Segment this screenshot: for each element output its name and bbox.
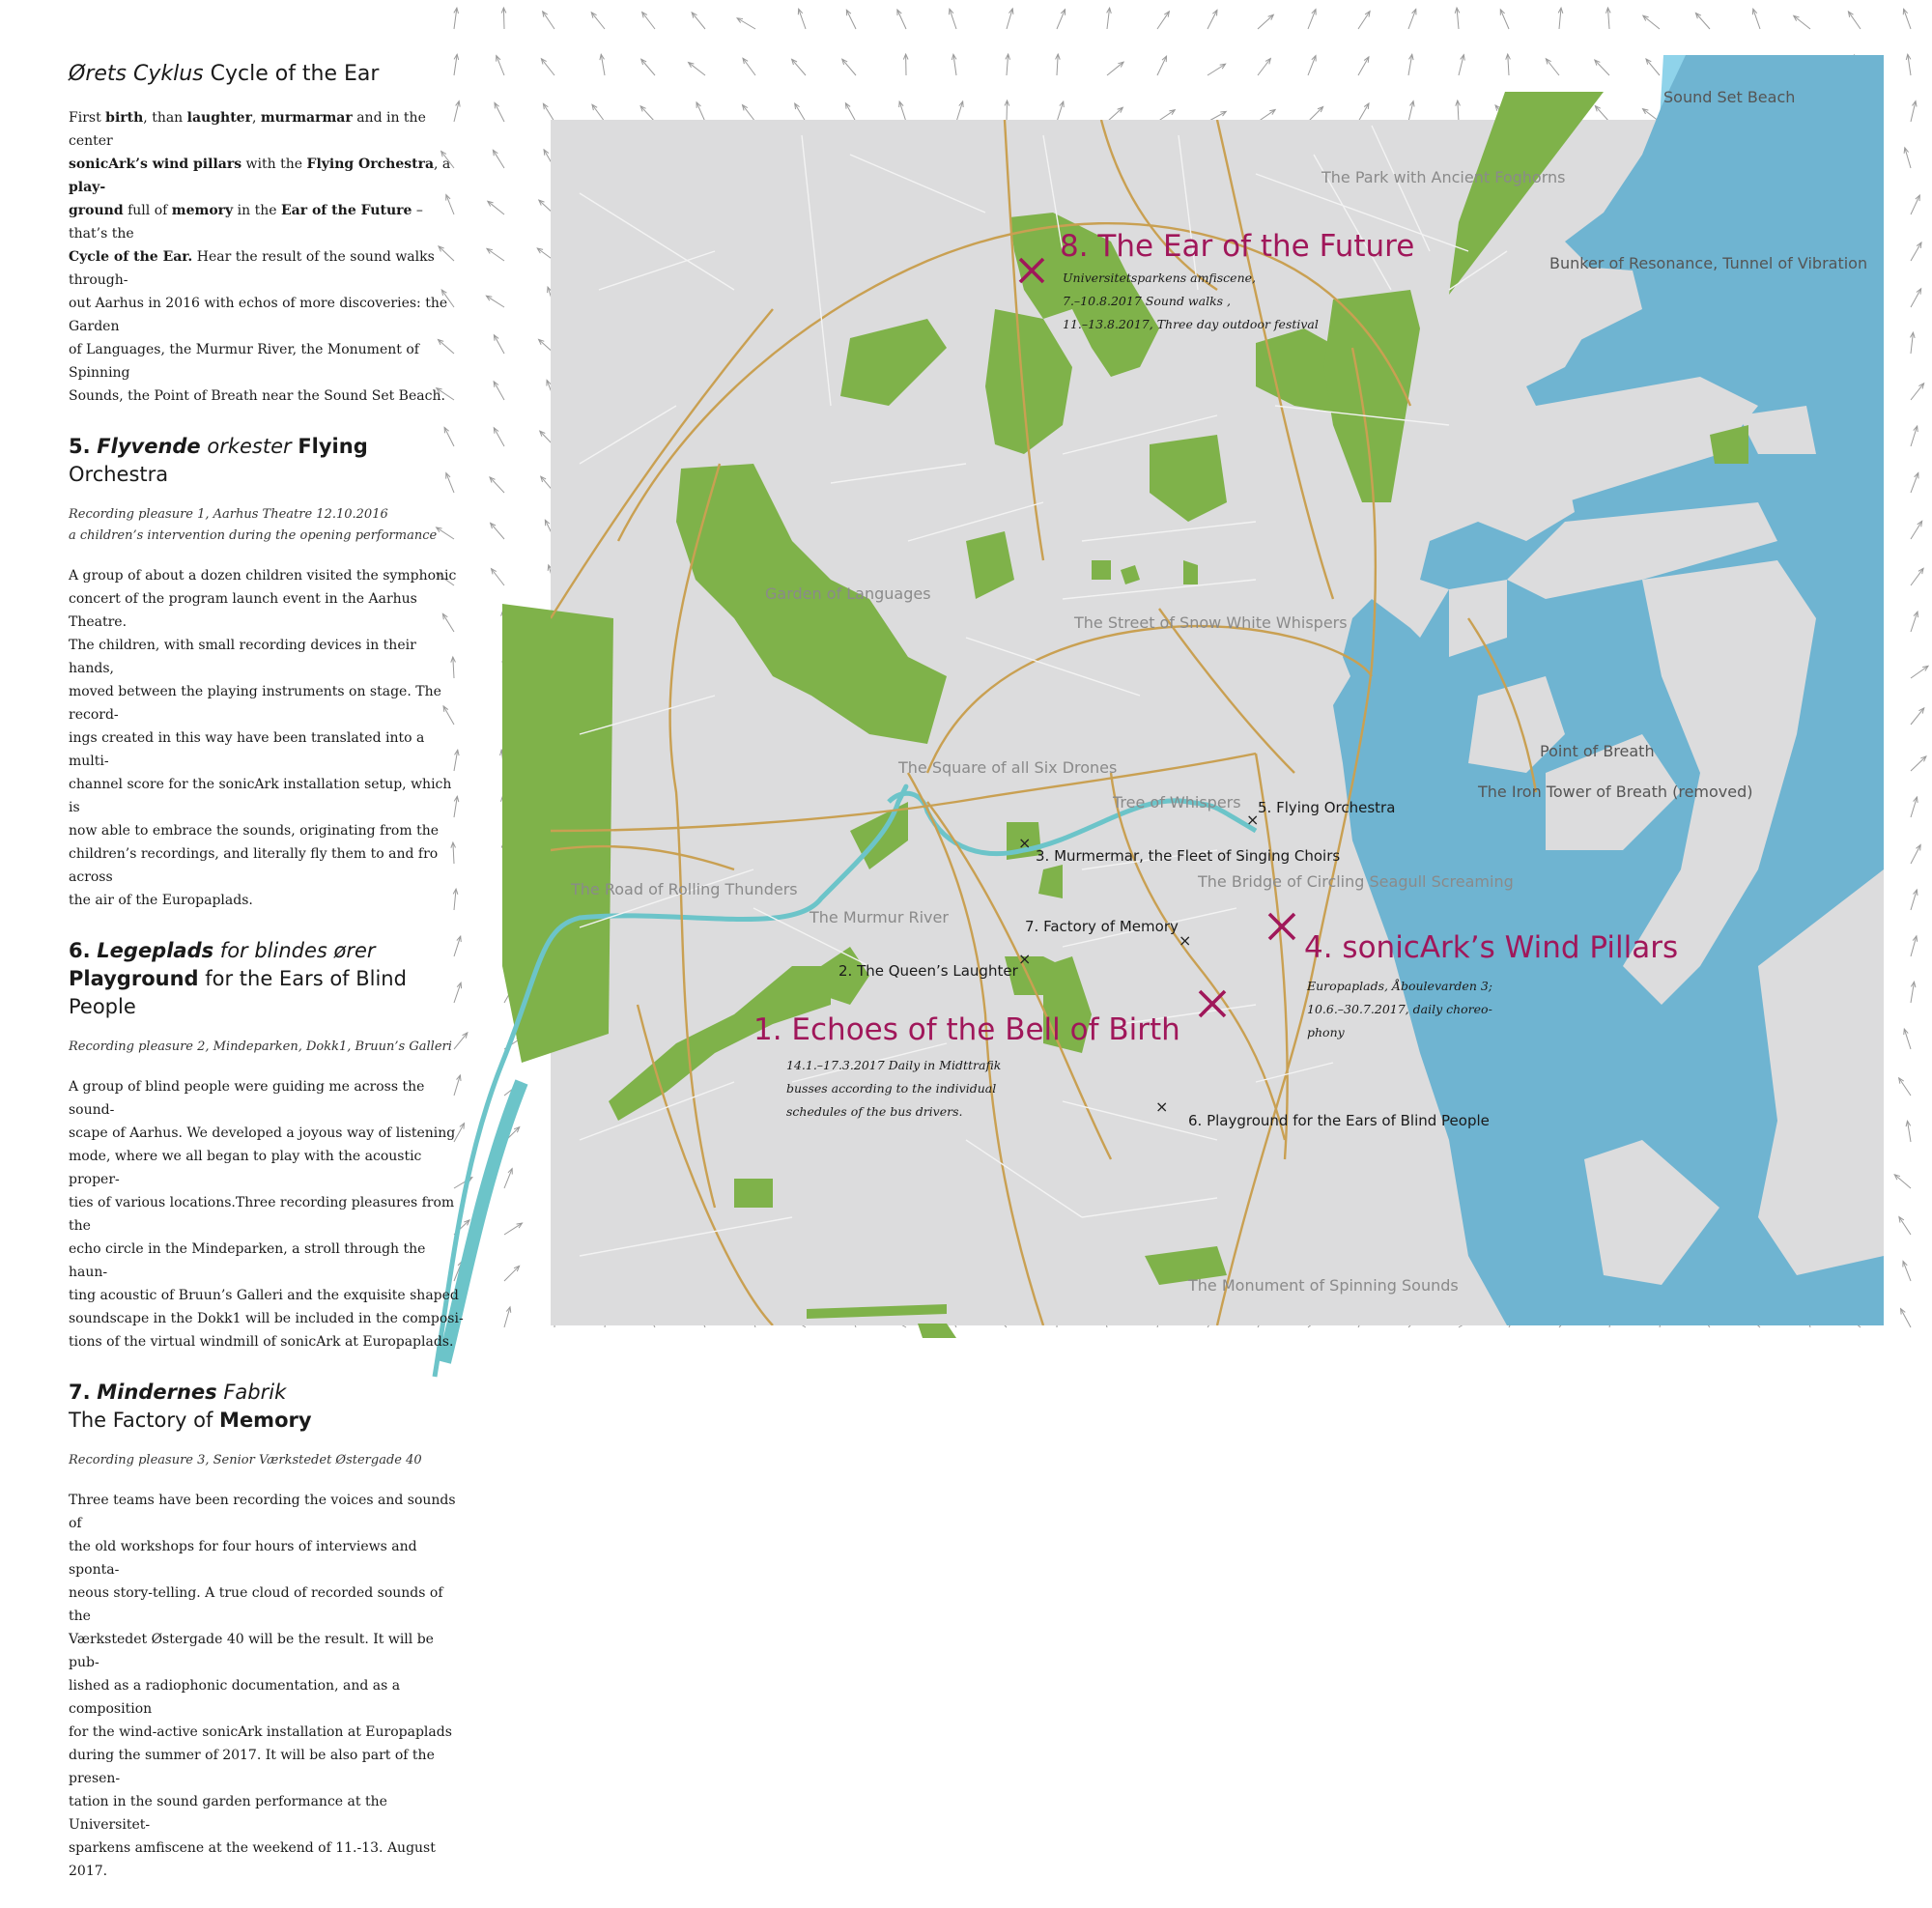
title-italic: Fabrik: [217, 1381, 287, 1404]
text-run: and in the center: [69, 110, 426, 149]
highlight-note-2: 7.–10.8.2017 Sound walks ,: [1063, 294, 1231, 308]
section-title: [69, 1379, 465, 1435]
marker-x-icon: ×: [1155, 1097, 1168, 1116]
highlight-note-2: 10.6.–30.7.2017, daily choreo-: [1307, 1002, 1492, 1016]
highlight-note-3: phony: [1307, 1025, 1346, 1039]
body-line: now able to embrace the sounds, originating from the: [69, 819, 465, 842]
label-park-foghorns: The Park with Ancient Foghorns: [1321, 168, 1566, 186]
highlight-title: 1. Echoes of the Bell of Birth: [753, 1012, 1180, 1047]
highlight-note-1: 14.1.–17.3.2017 Daily in Midttrafik: [786, 1058, 1001, 1072]
label-point-breath: Point of Breath: [1540, 742, 1655, 760]
title-rest: for the Ears of Blind People: [69, 967, 407, 1018]
body-line: concert of the program launch event in the Aarhus Theatre.: [69, 587, 465, 634]
body-line: ting acoustic of Bruun’s Galleri and the exquisite shaped: [69, 1284, 465, 1307]
body-line: [69, 292, 465, 338]
text-run: Sounds, the Point of Breath near the Sound Set Beach.: [69, 388, 445, 404]
title-bold: Playground: [69, 967, 199, 990]
title-number: 7.: [69, 1381, 91, 1404]
body-line: during the summer of 2017. It will be also part of the presen-: [69, 1744, 465, 1790]
text-run: in the: [233, 203, 281, 218]
bold-term: play-: [69, 180, 105, 195]
body-line: echo circle in the Mindeparken, a stroll through the haun-: [69, 1238, 465, 1284]
point-label: 3. Murmermar, the Fleet of Singing Choirs: [1036, 847, 1340, 865]
body-line: the old workshops for four hours of interviews and sponta-: [69, 1535, 465, 1581]
body-line: scape of Aarhus. We developed a joyous way of listening: [69, 1122, 465, 1145]
title-italic: for blindes ører: [213, 939, 375, 962]
title-bold: Memory: [219, 1409, 312, 1432]
bold-term: sonicArk’s wind pillars: [69, 157, 242, 172]
label-sound-set-beach: Sound Set Beach: [1663, 88, 1795, 106]
title-rest: Orchestra: [69, 463, 168, 486]
section-title: [69, 433, 465, 489]
body-line: [69, 199, 465, 245]
body-line: channel score for the sonicArk installation setup, which is: [69, 773, 465, 819]
title-rest: Cycle of the Ear: [204, 62, 380, 86]
marker-x-icon: ×: [1179, 931, 1191, 950]
highlight-title: 8. The Ear of the Future: [1060, 229, 1414, 264]
label-street-snow: The Street of Snow White Whispers: [1073, 613, 1348, 632]
body-line: [69, 384, 465, 408]
body-line: [69, 338, 465, 384]
section-factory-memory: [69, 1379, 465, 1883]
body-line: neous story-telling. A true cloud of recorded sounds of the: [69, 1581, 465, 1628]
highlight-title: 4. sonicArk’s Wind Pillars: [1304, 930, 1678, 965]
highlight-note-1: Universitetsparkens amfiscene,: [1063, 271, 1256, 285]
text-run: out Aarhus in 2016 with echos of more discoveries: the Garden: [69, 296, 447, 334]
body-line: children’s recordings, and literally fly them to and fro across: [69, 842, 465, 889]
title-number: 6.: [69, 939, 91, 962]
body-line: moved between the playing instruments on stage. The record-: [69, 680, 465, 726]
title-italic-bold: Flyvende: [97, 435, 200, 458]
text-run: First: [69, 110, 105, 126]
body-line: tions of the virtual windmill of sonicArk at Europaplads.: [69, 1330, 465, 1353]
text-run: of Languages, the Murmur River, the Monument of Spinning: [69, 342, 419, 381]
text-run: , a: [434, 157, 450, 172]
point-label: 2. The Queen’s Laughter: [838, 962, 1019, 980]
marker-x-icon: ×: [1246, 811, 1259, 829]
label-road-thunders: The Road of Rolling Thunders: [570, 880, 798, 898]
body-line: Three teams have been recording the voices and sounds of: [69, 1489, 465, 1535]
label-bunker: Bunker of Resonance, Tunnel of Vibration: [1549, 254, 1867, 272]
body-line: mode, where we all began to play with the acoustic proper-: [69, 1145, 465, 1191]
point-label: 6. Playground for the Ears of Blind People: [1188, 1112, 1490, 1129]
section-flying-orchestra: [69, 433, 465, 912]
body-line: A group of blind people were guiding me across the sound-: [69, 1075, 465, 1122]
text-run: with the: [242, 157, 306, 172]
label-iron-tower: The Iron Tower of Breath (removed): [1477, 783, 1753, 801]
section-title: [69, 937, 465, 1021]
title-bold: Flying: [298, 435, 367, 458]
bold-term: murmarmar: [261, 110, 353, 126]
body-line: A group of about a dozen children visited the symphonic: [69, 564, 465, 587]
title-italic-bold: Legeplads: [97, 939, 213, 962]
section-cycle-of-ear: [69, 60, 465, 408]
section-body: [69, 1075, 465, 1353]
label-monument: The Monument of Spinning Sounds: [1187, 1276, 1459, 1295]
body-line: The children, with small recording devices in their hands,: [69, 634, 465, 680]
body-line: the air of the Europaplads.: [69, 889, 465, 912]
marker-x-icon: ×: [1018, 834, 1031, 852]
body-line: ings created in this way have been translated into a multi-: [69, 726, 465, 773]
label-garden-languages: Garden of Languages: [765, 584, 931, 603]
section-subtitle: [69, 1450, 465, 1471]
subtitle-line: a children’s intervention during the opening performance: [69, 526, 465, 547]
bold-term: Flying Orchestra: [307, 157, 435, 172]
label-murmur-river: The Murmur River: [809, 908, 949, 926]
title-italic: orkester: [201, 435, 298, 458]
bold-term: birth: [105, 110, 143, 126]
point-label: 7. Factory of Memory: [1025, 918, 1179, 935]
label-tree-whispers: Tree of Whispers: [1112, 793, 1241, 812]
body-line: [69, 245, 465, 292]
section-playground: [69, 937, 465, 1353]
title-rest: The Factory of: [69, 1409, 219, 1432]
bold-term: Cycle of the Ear.: [69, 249, 192, 265]
subtitle-line: Recording pleasure 3, Senior Værkstedet Østergade 40: [69, 1450, 465, 1471]
body-line: sparkens amfiscene at the weekend of 11.-13. August 2017.: [69, 1837, 465, 1883]
section-subtitle: [69, 1037, 465, 1058]
text-run: , than: [143, 110, 186, 126]
text-run: Hear the result of the sound walks through-: [69, 249, 435, 288]
marker-x-icon: ×: [1018, 950, 1031, 968]
body-line: ties of various locations.Three recording pleasures from the: [69, 1191, 465, 1238]
bold-term: memory: [172, 203, 233, 218]
subtitle-line: Recording pleasure 2, Mindeparken, Dokk1, Bruun’s Galleri: [69, 1037, 465, 1058]
text-run: – that’s the: [69, 203, 423, 242]
highlight-note-2: busses according to the individual: [786, 1081, 996, 1096]
title-number: 5.: [69, 435, 91, 458]
body-line: [69, 153, 465, 199]
section-body: [69, 1489, 465, 1883]
bold-term: laughter: [187, 110, 252, 126]
title-italic-bold: Mindernes: [97, 1381, 216, 1404]
body-line: tation in the sound garden performance at the Universitet-: [69, 1790, 465, 1837]
text-run: ,: [252, 110, 261, 126]
body-line: [69, 106, 465, 153]
bold-term: ground: [69, 203, 124, 218]
section-body: [69, 106, 465, 408]
point-label: 5. Flying Orchestra: [1258, 799, 1395, 816]
body-line: for the wind-active sonicArk installation at Europaplads: [69, 1721, 465, 1744]
label-square-drones: The Square of all Six Drones: [897, 758, 1117, 777]
body-line: lished as a radiophonic documentation, and as a composition: [69, 1674, 465, 1721]
bold-term: Ear of the Future: [281, 203, 412, 218]
title-italic: Ørets Cyklus: [69, 62, 204, 86]
body-line: Værkstedet Østergade 40 will be the result. It will be pub-: [69, 1628, 465, 1674]
body-line: soundscape in the Dokk1 will be included in the composi-: [69, 1307, 465, 1330]
text-run: full of: [124, 203, 172, 218]
label-bridge-seagull: The Bridge of Circling Seagull Screaming: [1197, 872, 1514, 891]
highlight-note-3: 11.–13.8.2017, Three day outdoor festival: [1063, 317, 1319, 331]
subtitle-line: Recording pleasure 1, Aarhus Theatre 12.10.2016: [69, 504, 465, 526]
highlight-note-1: Europaplads, Åboulevarden 3;: [1306, 979, 1492, 993]
section-body: [69, 564, 465, 912]
section-title: [69, 60, 465, 89]
highlight-note-3: schedules of the bus drivers.: [786, 1104, 963, 1119]
section-subtitle: [69, 504, 465, 547]
left-column: [69, 60, 465, 1908]
